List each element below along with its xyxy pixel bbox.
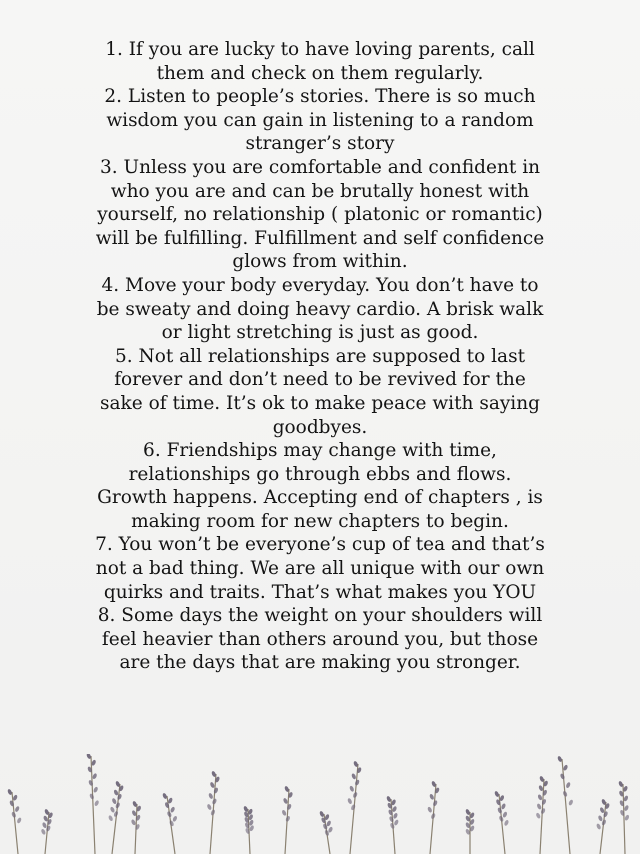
lavender-bud — [541, 798, 547, 805]
lavender-bud — [14, 806, 20, 813]
lavender-bud — [93, 786, 99, 793]
lavender-bud — [504, 819, 510, 826]
lavender-bud — [212, 798, 218, 805]
lavender-bud — [213, 787, 219, 794]
lavender-bud — [560, 773, 566, 780]
lavender-bud — [249, 825, 255, 832]
lavender-bud — [88, 779, 94, 786]
lavender-bud — [597, 815, 603, 822]
lavender-sprigs — [7, 754, 630, 854]
advice-item-7: 7. You won’t be everyone’s cup of tea and that’s not a bad thing. We are all unique with our own quirks and traits. That’s what makes you YOU — [95, 534, 545, 603]
lavender-bud — [501, 803, 507, 810]
lavender-bud — [537, 794, 543, 801]
lavender-bud — [206, 804, 212, 811]
lavender-bud — [432, 800, 438, 807]
lavender-bud — [131, 819, 137, 826]
advice-list — [95, 38, 545, 675]
lavender-bud — [16, 817, 22, 824]
advice-item-1: 1. If you are lucky to have loving parents, call them and check on them regularly. — [105, 39, 535, 84]
lavender-bud — [354, 779, 360, 786]
lavender-stem — [562, 759, 570, 854]
lavender-bud — [599, 807, 605, 814]
lavender-bud — [209, 782, 215, 789]
lavender-bud — [108, 815, 114, 822]
lavender-bud — [92, 773, 98, 780]
lavender-bud — [347, 798, 353, 805]
advice-item-5: 5. Not all relationships are supposed to last forever and don’t need to be revived for the sake of time. It’s ok to make peace with saying goodbyes. — [100, 345, 540, 438]
lavender-bud — [535, 812, 541, 819]
lavender-bud — [427, 806, 433, 813]
advice-item-2: 2. Listen to people’s stories. There is so much wisdom you can gain in listening to a random stranger’s story — [104, 86, 536, 155]
lavender-bud — [562, 790, 568, 797]
advice-item-3: 3. Unless you are comfortable and confident in who you are and can be brutally honest with yourself, no relationship ( platonic or romantic) will be fulfilling. Fulfillment and self confidence glows from within. — [95, 156, 545, 273]
lavender-bud — [429, 793, 435, 800]
lavender-bud — [110, 806, 116, 813]
lavender-bud — [540, 808, 546, 815]
lavender-bud — [208, 793, 214, 800]
lavender-bud — [285, 815, 291, 822]
lavender-bud — [11, 811, 17, 818]
lavender-bud — [350, 804, 356, 811]
lavender-bud — [393, 812, 399, 819]
lavender-bud — [352, 791, 358, 798]
lavender-bud — [170, 806, 176, 813]
advice-item-4: 4. Move your body everyday. You don’t have to be sweaty and doing heavy cardio. A brisk walk or light stretching is just as good. — [96, 274, 544, 344]
lavender-bud — [351, 773, 357, 780]
lavender-bud — [502, 811, 508, 818]
lavender-bud — [568, 799, 574, 806]
lavender-decoration — [0, 754, 640, 854]
lavender-bud — [430, 813, 436, 820]
lavender-bud — [349, 785, 355, 792]
lavender-bud — [40, 828, 46, 835]
lavender-stem — [12, 792, 18, 854]
lavender-bud — [172, 815, 178, 822]
lavender-bud — [596, 823, 602, 830]
lavender-bud — [210, 809, 216, 816]
lavender-bud — [283, 797, 289, 804]
lavender-bud — [281, 809, 287, 816]
lavender-bud — [565, 782, 571, 789]
lavender-bud — [624, 814, 630, 821]
lavender-bud — [536, 803, 542, 810]
lavender-bud — [111, 798, 117, 805]
lavender-bud — [42, 822, 48, 829]
advice-item-6: 6. Friendships may change with time, relationships go through ebbs and flows. Growth happens. Accepting end of chapters , is making room for new chapters to begin. — [97, 440, 543, 532]
lavender-bud — [113, 789, 119, 796]
lavender-bud — [94, 800, 100, 807]
lavender-bud — [89, 793, 95, 800]
advice-item-8: 8. Some days the weight on your shoulders will feel heavier than others around you, but those are the days that are making you stronger. — [97, 605, 543, 674]
lavender-bud — [624, 805, 630, 812]
lavender-bud — [393, 819, 399, 826]
